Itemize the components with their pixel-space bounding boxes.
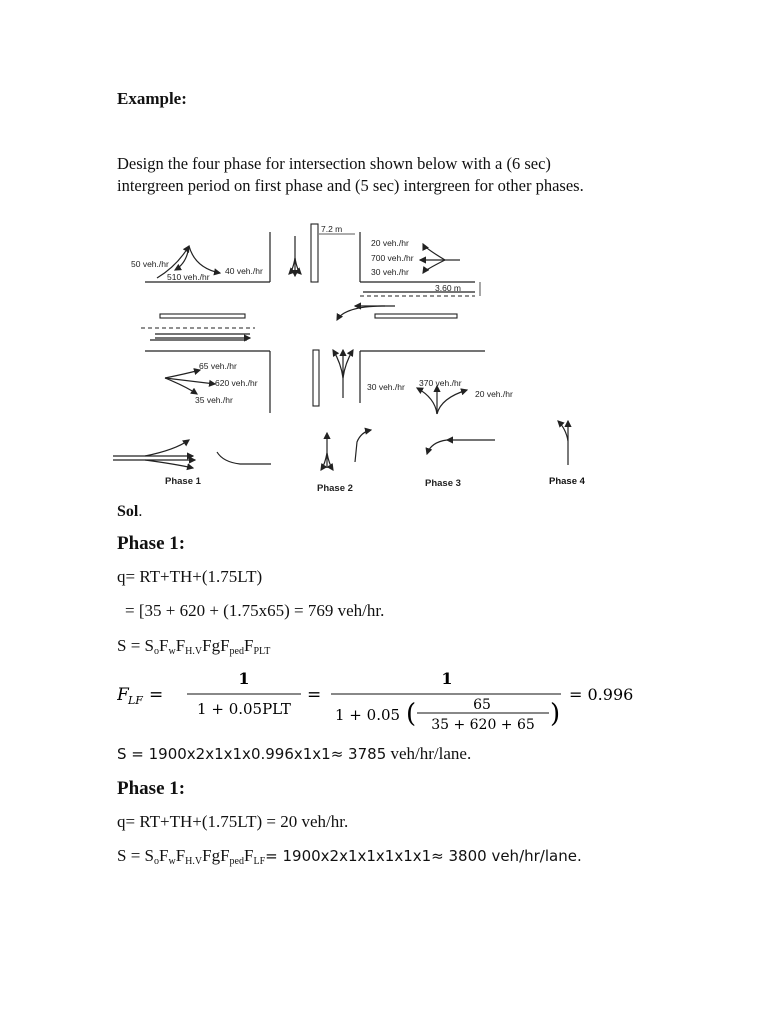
nw-through-volume: 510 veh./hr <box>167 272 210 282</box>
flf-equation <box>117 662 647 737</box>
nw-movements <box>131 246 263 282</box>
s2-prefix: S = S <box>117 846 154 865</box>
phase2-q-equation: q= RT+TH+(1.75LT) = 20 veh/hr. <box>117 812 349 831</box>
sol-dot: . <box>138 503 143 520</box>
phase-2-label: Phase 2 <box>317 483 353 494</box>
nw-left-volume: 50 veh./hr <box>131 259 169 269</box>
frac2-numerator: 1 <box>441 669 453 688</box>
north-approach-arrows <box>289 236 301 276</box>
phase1-q-calc: = [35 + 620 + (1.75x65) = 769 veh/hr. <box>125 601 385 620</box>
dimension-3-60m: 3.60 m <box>435 283 461 293</box>
phase-3-label: Phase 3 <box>425 478 461 489</box>
flf-label: F <box>117 685 129 705</box>
se-right-volume: 20 veh./hr <box>475 389 513 399</box>
svg-text:(: ( <box>406 699 417 729</box>
phase-4-label: Phase 4 <box>549 476 585 487</box>
problem-line-1: Design the four phase for intersection shown below with a (6 sec) <box>117 154 551 173</box>
south-approach-arrows <box>333 350 353 398</box>
sol-label-line <box>117 503 142 521</box>
phase-1-label: Phase 1 <box>165 476 201 487</box>
phase-4-arrows <box>548 415 578 470</box>
phase-3-diagram <box>425 440 495 489</box>
phase1-q-equation: q= RT+TH+(1.75LT) <box>117 567 263 586</box>
intersection-figure <box>105 218 550 498</box>
se-movements <box>367 378 513 414</box>
flf-result: = 0.996 <box>569 685 634 704</box>
phase1-s-equation: $S = S_oF_wF_{H.V}FgF_{ped}F_{PLT}$ <box>117 636 271 657</box>
nw-right-volume: 40 veh./hr <box>225 266 263 276</box>
sw-movements <box>165 361 258 405</box>
ne-right-volume: 20 veh./hr <box>371 238 409 248</box>
problem-line-2: intergreen period on first phase and (5 sec) intergreen for other phases. <box>117 176 584 195</box>
ne-movements <box>371 238 460 277</box>
svg-text:): ) <box>550 699 561 729</box>
se-through-volume: 370 veh./hr <box>419 378 462 388</box>
ne-left-volume: 30 veh./hr <box>371 267 409 277</box>
phase1-s-result <box>117 744 471 764</box>
svg-text:=: = <box>149 685 164 705</box>
flf-subscript: LF <box>128 694 143 707</box>
s-prefix: S = S <box>117 636 154 655</box>
centre-arrows <box>155 306 395 338</box>
svg-text:=: = <box>307 685 322 705</box>
dimension-7-2m: 7.2 m <box>321 224 343 234</box>
frac1-numerator: 1 <box>238 669 250 688</box>
se-left-volume: 30 veh./hr <box>367 382 405 392</box>
s-result-value: S = 1900x2x1x1x0.996x1x1≈ 3785 <box>117 745 387 763</box>
sol-label: Sol <box>117 503 139 520</box>
frac1-denominator: 1 + 0.05PLT <box>197 700 291 718</box>
sw-through-volume: 620 veh./hr <box>215 378 258 388</box>
phase-2-diagram <box>317 430 371 494</box>
inner-numerator: 65 <box>473 697 491 713</box>
phase1-title: Phase 1: <box>117 533 186 554</box>
inner-denominator: 35 + 620 + 65 <box>431 717 535 733</box>
sw-right-volume: 35 veh./hr <box>195 395 233 405</box>
s2-result: = 1900x2x1x1x1x1x1≈ 3800 veh/hr/lane. <box>265 847 582 865</box>
example-heading: Example: <box>117 89 187 108</box>
problem-statement <box>117 153 635 197</box>
ne-through-volume: 700 veh./hr <box>371 253 414 263</box>
s-result-unit: veh/hr/lane. <box>386 744 472 763</box>
frac2-denominator-prefix: 1 + 0.05 <box>335 706 401 724</box>
sw-left-volume: 65 veh./hr <box>199 361 237 371</box>
phase2-s-equation: $S = S_oF_wF_{H.V}FgF_{ped}F_{LF}= 1900x2x1x1x1x1x1\approx 3800$ veh/hr/lane. <box>117 846 582 867</box>
phase2-title: Phase 1: <box>117 778 186 799</box>
phase-1-diagram <box>113 440 271 487</box>
